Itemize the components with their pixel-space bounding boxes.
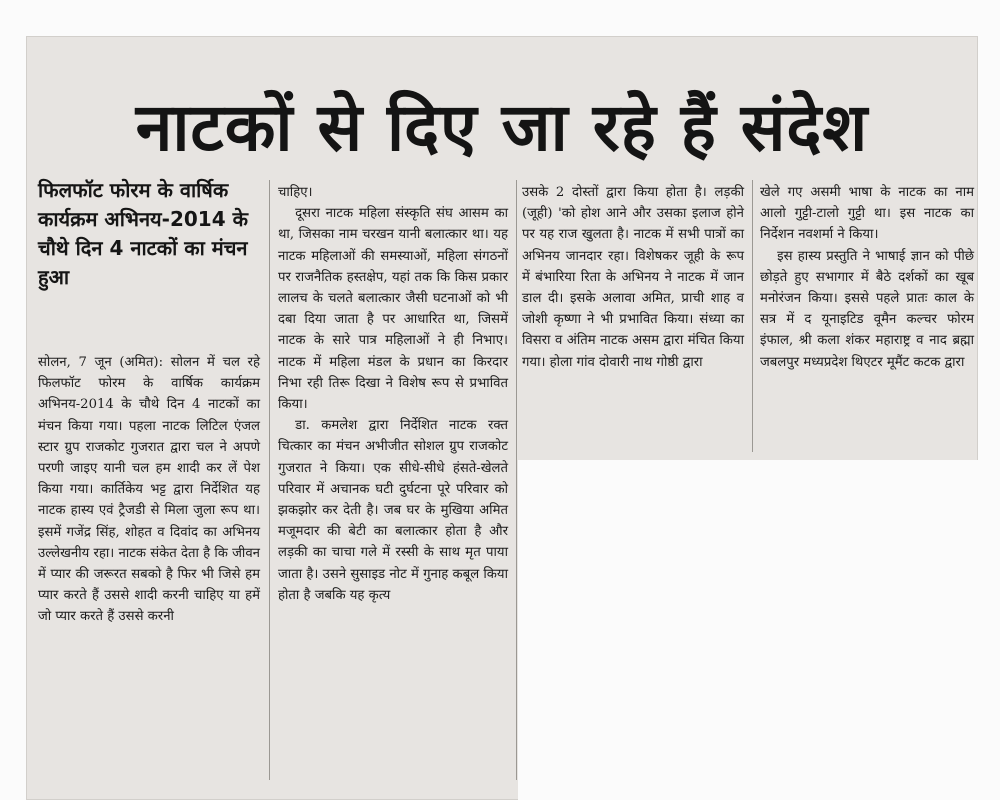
subheadline: फिलफॉट फोरम के वार्षिक कार्यक्रम अभिनय-2014 के चौथे दिन 4 नाटकों का मंचन हुआ: [38, 178, 248, 289]
column-divider: [516, 180, 517, 780]
article-column-4: [760, 182, 974, 373]
headline: नाटकों से दिए जा रहे हैं संदेश: [135, 89, 869, 166]
column-3-paragraph-1: उसके 2 दोस्तों द्वारा किया होता है। लड़की (जूही) 'को होश आने और उसका इलाज होने पर यह राज खुलता है। नाटक में सभी पात्रों का अभिनय जानदार रहा। विशेषकर जूही के रूप में बंभारिया रिता के अभिनय ने नाटक में जान डाल दी। इसके अलावा अमित, प्राची शाह व जोशी कृष्णा ने भी प्रभावित किया। संध्या का विसरा व अंतिम नाटक असम द्वारा मंचित किया गया। होला गांव दोवारी नाथ गोष्ठी द्वारा: [522, 185, 744, 370]
column-divider: [752, 180, 753, 452]
article-column-2: [278, 182, 508, 606]
column-4-paragraph-1: खेले गए असमी भाषा के नाटक का नाम आलो गुट्टी-टालो गुट्टी था। इस नाटक का निर्देशन नवशर्मा ने किया।: [760, 185, 974, 243]
column-4-paragraph-2: इस हास्य प्रस्तुति ने भाषाई ज्ञान को पीछे छोड़ते हुए सभागार में बैठे दर्शकों का खूब मनोरंजन किया। इससे पहले प्रातः काल के सत्र में द यूनाइटिड वूमैन कल्चर फोरम इंफाल, श्री कला शंकर महाराष्ट्र व नाद ब्रह्मा जबलपुर मध्यप्रदेश थिएटर मूमैंट कटक द्वारा: [760, 248, 974, 370]
article-column-3: [522, 182, 744, 373]
article-column-1: [38, 352, 260, 628]
column-2-paragraph-1: चाहिए।: [278, 185, 313, 200]
clipping-cutout-area: [518, 460, 1000, 800]
column-2-paragraph-2: दूसरा नाटक महिला संस्कृति संघ आसम का था, जिसका नाम चरखन यानी बलात्कार था। यह नाटक महिलाओं की समस्याओं, महिला संगठनों पर राजनैतिक हस्तक्षेप, यहां तक कि किस प्रकार लालच के चलते बलात्कार जैसी घटनाओं को भी दबा दिया जाता है पर आधारित था, जिसमें नाटक के सारे पात्र महिलाओं ने ही निभाए। नाटक में महिला मंडल के प्रधान का किरदार निभा रही तिरू दिखा ने विशेष रूप से प्रभावित किया।: [278, 206, 508, 413]
column-2-paragraph-3: डा. कमलेश द्वारा निर्देशित नाटक रक्त चित्कार का मंचन अभीजीत सोशल ग्रुप राजकोट गुजरात ने किया। एक सीधे-सीधे हंसते-खेलते परिवार में अचानक घटी दुर्घटना पूरे परिवार को झकझोर कर देती है। जब घर के मुखिया अमित मजूमदार की बेटी का बलात्कार होता है और लड़की का चाचा गले में रस्सी के साथ मृत पाया जाता है। उसने सुसाइड नोट में गुनाह कबूल किया होता है जबकि यह कृत्य: [278, 418, 508, 603]
column-divider: [269, 180, 270, 780]
column-1-paragraph-1: सोलन, 7 जून (अमित): सोलन में चल रहे फिलफॉट फोरम के वार्षिक कार्यक्रम अभिनय-2014 के चौथे दिन 4 नाटकों का मंचन किया गया। पहला नाटक लिटिल एंजल स्टार ग्रुप राजकोट गुजरात द्वारा चल ने अपणे परणी जाइए यानी चल हम शादी कर लें पेश किया गया। कार्तिकेय भट्ट द्वारा निर्देशित यह नाटक हास्य एवं ट्रैजडी से मिला जुला रूप था। इसमें गजेंद्र सिंह, शोहत व दिवांद का अभिनय उल्लेखनीय रहा। नाटक संकेत देता है कि जीवन में प्यार की जरूरत सबको है फिर भी जिसे हम प्यार करते हैं उससे शादी करनी चाहिए या हमें जो प्यार करते हैं उससे करनी: [38, 355, 260, 625]
